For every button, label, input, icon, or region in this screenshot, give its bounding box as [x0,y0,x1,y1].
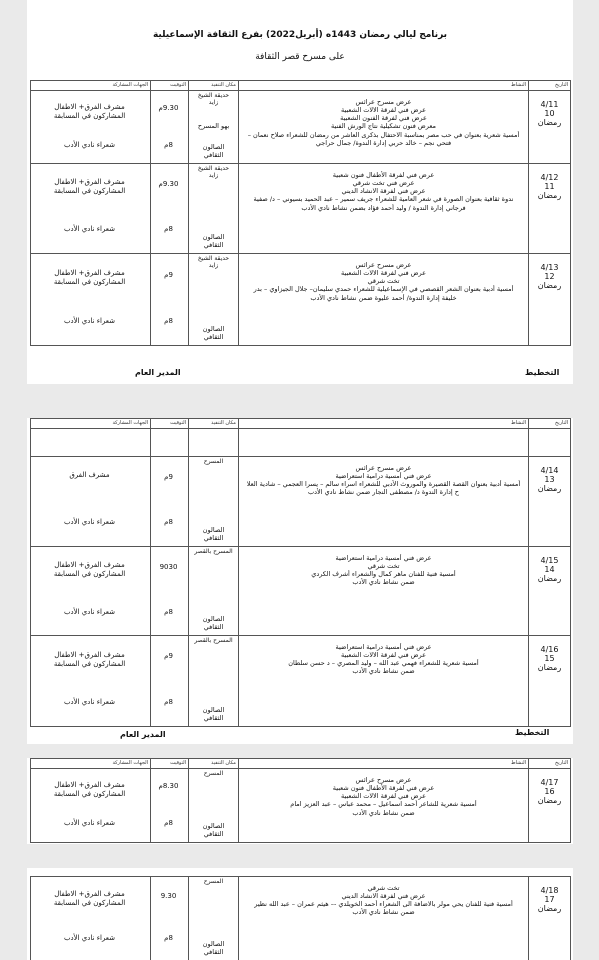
activity-cell [239,877,529,960]
date-value [531,637,568,673]
participants-line: المشاركون في المسابقة [53,277,126,286]
date-part: 12 [544,272,555,282]
activity-line: أمسية أدبية بعنوان القصة القصيرة والموروث الأدبي للشعراء اسراء سالم – يسرا العجمي – شادية العلا [246,480,521,489]
place-top [191,255,236,269]
place-line: المسرح بالقصر [194,637,233,644]
participants-line: مشرف الفرق+ الاطفال [54,561,125,569]
place-line: الثقافي [203,713,224,722]
activity-line: عرض مسرح عرائس [355,464,412,472]
time-first: 8.30م [158,782,179,790]
participants-line: مشرف الفرق+ الاطفال [54,103,125,111]
participants-first [33,103,146,121]
activity-line: فتحي نجم – خالد حربي إدارة الندوة/ جمال حراجي [315,138,452,147]
activity-line: فرجاني إدارة الندوة / وليد أحمد فؤاد بضمن نشاط نادي الأدب [301,203,466,212]
time-cell [151,164,189,254]
document-page-4 [27,868,573,960]
place-line: الثقافي [203,947,224,956]
participants-line: المشاركون في المسابقة [53,898,126,907]
place-cell [189,877,239,960]
date-cell [529,547,571,636]
activity-line: تخت شرقي [367,884,400,892]
date-part: 4/14 [540,466,559,475]
place-cell [189,547,239,636]
participants-cell [31,457,151,547]
participants-cell [31,91,151,164]
date-part: رمضان [537,574,562,584]
date-part: 4/15 [540,556,559,565]
activity-list [241,92,526,147]
activity-line: أمسية فنية للفنان يحي مولر بالاضافة الى الشعراء أحمد الخويلدي -– هيثم عمران – عبد الله نظير [254,900,513,909]
table-row [31,769,571,843]
header-activity: النشاط [239,759,529,769]
date-cell [529,164,571,254]
participants-second: شعراء نادي الأدب [63,141,116,149]
date-cell [529,457,571,547]
participants-first [33,178,146,196]
participants-first [33,471,146,480]
place-line: الثقافي [203,829,224,838]
place-bottom [191,325,236,341]
date-value [531,770,568,806]
time-second: 8م [164,698,173,706]
table-row [31,877,571,960]
place-cell [189,636,239,727]
place-top [191,92,236,106]
date-value [531,165,568,201]
participants-cell [31,254,151,346]
date-part: 4/18 [540,886,559,895]
header-time: التوقيت [151,419,189,429]
activity-cell [239,636,529,727]
table-header [31,419,571,429]
place-bottom [191,706,236,722]
date-part: رمضان [537,191,562,201]
header-time: التوقيت [151,759,189,769]
activity-line: تخت شرقي [367,277,400,286]
activity-line: أمسية أدبية بعنوان الشعر القصصي في الإسماعيلية للشعراء حمدي سليمان– جلال الجيزاوي – بدر [253,285,514,294]
table-row [31,91,571,164]
participants-first [33,781,146,799]
signature-planning: التخطيط [515,728,550,737]
table-header [31,81,571,91]
activity-line: ضمن نشاط نادي الأدب [352,808,415,817]
activity-line: عرض مسرح عرائس [355,261,412,269]
header-place: مكان التنفيذ [189,759,239,769]
activity-line: عرض مسرح عرائس [355,776,412,784]
place-line: الثقافي [203,622,224,631]
time-first: 9.30 [160,892,177,900]
date-cell [529,877,571,960]
table-spacer-row [31,429,571,457]
header-participants: الجهات المشاركة [31,419,151,429]
place-line: الصالون [202,232,225,241]
activity-cell [239,164,529,254]
place-top [191,878,236,885]
place-line: المسرح [203,878,224,885]
activity-cell [239,457,529,547]
activity-list [241,165,526,212]
date-part: 13 [544,475,555,485]
activity-line: معرض فنون تشكيلية نتاج الورش الفنية [331,122,436,131]
date-value [531,92,568,128]
participants-first [33,561,146,579]
time-first: 9.30م [158,104,179,112]
place-bottom [191,822,236,838]
header-activity: النشاط [239,81,529,91]
activity-line: ح إدارة الندوة د/ مصطفى النجار ضمن نشاط نادي الأدب [308,488,459,497]
participants-line: مشرف الفرق+ الاطفال [54,781,125,789]
table-row [31,547,571,636]
date-value [531,458,568,494]
activity-line: عرض فني تخت شرقي [352,179,415,188]
header-participants: الجهات المشاركة [31,759,151,769]
activity-line: عرض فني لفرقة الفنون الشعبية [340,114,427,123]
date-part: 4/12 [540,173,559,182]
activity-line: عرض فني لفرقة الأطفال فنون شعبية [332,171,435,179]
date-part: 11 [544,182,555,192]
place-line: الصالون [202,324,225,333]
place-line: المسرح [203,770,224,777]
place-cell [189,164,239,254]
place-middle: بهو المسرح [197,122,230,130]
activity-list [241,770,526,817]
place-line: حديقة الشيخ [197,165,230,172]
activity-line: عرض فني لفرقة الالات الشعبية [341,269,426,278]
header-date: التاريخ [529,759,571,769]
activity-line: ضمن نشاط نادي الأدب [352,908,415,917]
place-bottom [191,143,236,159]
header-time: التوقيت [151,81,189,91]
place-cell [189,457,239,547]
activity-line: عرض مسرح عرائس [355,98,412,106]
document-subtitle: على مسرح قصر الثقافة [255,52,345,62]
participants-line: المشاركون في المسابقة [53,186,126,195]
time-cell [151,91,189,164]
place-line: زايد [208,99,219,107]
place-line: الصالون [202,614,225,623]
header-activity: النشاط [239,419,529,429]
time-cell [151,547,189,636]
schedule-table-1 [30,80,571,346]
time-first: 9م [164,271,173,279]
participants-line: مشرف الفرق+ الاطفال [54,651,125,659]
table-row [31,254,571,346]
participants-line: المشاركون في المسابقة [53,659,126,668]
participants-first [33,269,146,287]
place-line: الصالون [202,142,225,151]
activity-line: خليفة إدارة الندوة/ أحمد عليوة ضمن نشاط نادي الأدب [310,293,457,302]
activity-line: أمسية شعرية بعنوان في حب مصر بمناسبة الاحتفال بذكرى العاشر من رمضان للشعراء صلاح نعمان – [247,130,520,139]
participants-cell [31,547,151,636]
place-top [191,770,236,777]
time-second: 8م [164,225,173,233]
participants-line: المشاركون في المسابقة [53,569,126,578]
activity-list [241,637,526,676]
date-part: 17 [544,895,555,905]
place-line: زايد [208,172,219,180]
participants-second: شعراء نادي الأدب [63,225,116,233]
place-line: حديقة الشيخ [197,92,230,99]
time-second: 8م [164,819,173,827]
place-line: الصالون [202,939,225,948]
date-part: 15 [544,654,555,664]
place-bottom [191,940,236,956]
activity-cell [239,91,529,164]
activity-cell [239,254,529,346]
signature-planning: التخطيط [525,368,560,377]
participants-line: مشرف الفرق+ الاطفال [54,178,125,186]
table-row [31,636,571,727]
time-second: 8م [164,317,173,325]
place-line: الثقافي [203,332,224,341]
place-line: الصالون [202,525,225,534]
date-cell [529,91,571,164]
participants-cell [31,769,151,843]
table-row [31,457,571,547]
document-page-2 [27,418,573,744]
time-second: 8م [164,141,173,149]
time-cell [151,457,189,547]
participants-second: شعراء نادي الأدب [63,518,116,526]
time-cell [151,769,189,843]
participants-cell [31,636,151,727]
participants-first [33,890,146,908]
document-title: برنامج ليالي رمضان 1443ه (أبريل2022) بفرع الثقافة الإسماعيلية [152,30,448,40]
activity-line: ضمن نشاط نادي الأدب [352,578,415,587]
place-line: الثقافي [203,150,224,159]
date-part: 4/17 [540,778,559,787]
time-cell [151,877,189,960]
table-header [31,759,571,769]
place-top [191,458,236,465]
place-top [191,637,236,644]
schedule-table-3 [30,758,571,843]
participants-second: شعراء نادي الأدب [63,934,116,942]
date-part: 4/16 [540,645,559,654]
place-line: الثقافي [203,533,224,542]
time-cell [151,636,189,727]
place-line: الصالون [202,821,225,830]
date-value [531,255,568,291]
date-cell [529,636,571,727]
header-date: التاريخ [529,81,571,91]
activity-line: ضمن نشاط نادي الأدب [352,667,415,676]
time-first: 9.30م [158,180,179,188]
time-first: 9م [164,473,173,481]
time-first: 9030 [159,563,178,571]
document-page-3 [27,758,573,844]
time-second: 8م [164,608,173,616]
time-first: 9م [164,652,173,660]
activity-line: عرض فني لفرقة الالات الشعبية [341,792,426,801]
header-participants: الجهات المشاركة [31,81,151,91]
activity-cell [239,547,529,636]
date-part: رمضان [537,118,562,128]
participants-line: المشاركون في المسابقة [53,111,126,120]
time-cell [151,254,189,346]
date-cell [529,254,571,346]
participants-line: المشاركون في المسابقة [53,789,126,798]
participants-second: شعراء نادي الأدب [63,819,116,827]
activity-line: عرض فني أمسية درامية استعراضية [335,554,432,562]
activity-line: تخت شرقي [367,562,400,571]
activity-line: عرض فني أمسية درامية استعراضية [335,472,432,481]
header-place: مكان التنفيذ [189,81,239,91]
activity-line: عرض فني لفرقة الالات الشعبية [341,651,426,660]
date-value [531,878,568,914]
place-bottom [191,233,236,249]
participants-second: شعراء نادي الأدب [63,608,116,616]
participants-cell [31,164,151,254]
activity-line: أمسية فنية للفنان ماهر كمال والشعراء أشرف الكردي [311,570,456,579]
participants-second: شعراء نادي الأدب [63,317,116,325]
activity-line: أمسية شعرية للشاعر أحمد اسماعيل – محمد عباس – عبد العزيز امام [290,800,477,809]
date-part: رمضان [537,663,562,673]
date-part: 4/13 [540,263,559,272]
activity-list [241,255,526,302]
activity-line: أمسية شعرية للشعراء فهمي عبد الله – وليد المصري – د حسن سلطان [288,659,479,668]
activity-line: عرض فني لفرقة الالات الشعبية [341,106,426,115]
date-part: رمضان [537,904,562,914]
participants-line: مشرف الفرق+ الاطفال [54,890,125,898]
place-bottom [191,526,236,542]
activity-line: ندوة ثقافية بعنوان الصورة في شعر العامية للشعراء جريف سمير – عبد الحميد بسيوني – د/ صفية [253,195,514,204]
header-date: التاريخ [529,419,571,429]
activity-list [241,878,526,917]
date-part: رمضان [537,484,562,494]
signature-director: المدير العام [120,730,166,739]
date-cell [529,769,571,843]
document-page-1 [27,0,573,384]
date-part: 16 [544,787,555,797]
place-line: الصالون [202,705,225,714]
participants-cell [31,877,151,960]
activity-list [241,458,526,497]
date-part: رمضان [537,796,562,806]
schedule-table-4 [30,876,571,960]
place-cell [189,769,239,843]
header-place: مكان التنفيذ [189,419,239,429]
time-second: 8م [164,518,173,526]
participants-first [33,651,146,669]
participants-line: مشرف الفرق [69,471,110,479]
place-line: الثقافي [203,240,224,249]
activity-cell [239,769,529,843]
signature-director: المدير العام [135,368,181,377]
activity-line: عرض فني لفرقة الانشاد الديني [341,892,426,901]
table-row [31,164,571,254]
schedule-table-2 [30,418,571,727]
activity-line: عرض فني لفرقة الأطفال فنون شعبية [332,784,435,793]
participants-line: مشرف الفرق+ الاطفال [54,269,125,277]
place-line: المسرح [203,458,224,465]
activity-line: عرض فني لفرقة الانشاد الديني [341,187,426,196]
date-value [531,548,568,584]
place-top [191,548,236,555]
place-line: المسرح بالقصر [194,548,233,555]
place-bottom [191,615,236,631]
date-part: رمضان [537,281,562,291]
date-part: 10 [544,109,555,119]
place-top [191,165,236,179]
date-part: 4/11 [540,100,559,109]
time-second: 8م [164,934,173,942]
date-part: 14 [544,565,555,575]
place-cell [189,91,239,164]
place-line: حديقة الشيخ [197,255,230,262]
place-cell [189,254,239,346]
activity-line: عرض فني أمسية درامية استعراضية [335,643,432,651]
place-line: زايد [208,262,219,270]
participants-second: شعراء نادي الأدب [63,698,116,706]
activity-list [241,548,526,587]
